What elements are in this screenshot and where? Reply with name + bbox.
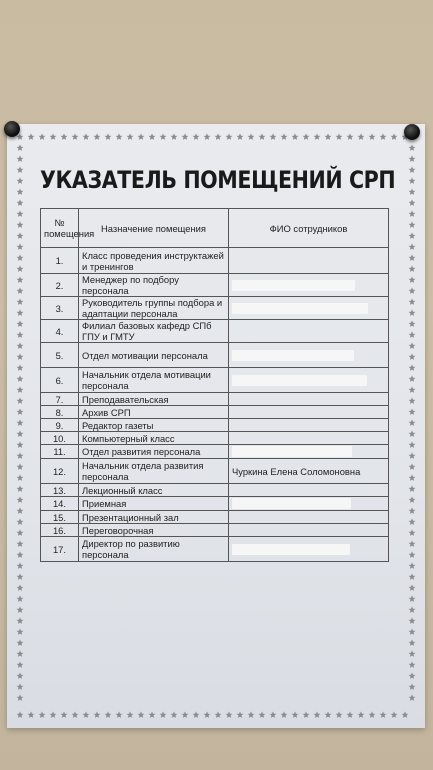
border-star-icon bbox=[409, 144, 416, 151]
room-number: 8. bbox=[41, 406, 79, 419]
border-star-icon bbox=[409, 463, 416, 470]
border-star-icon bbox=[358, 711, 365, 718]
room-number: 1. bbox=[41, 248, 79, 274]
border-star-icon bbox=[409, 397, 416, 404]
border-star-icon bbox=[17, 155, 24, 162]
employee-name bbox=[229, 432, 389, 445]
room-number: 13. bbox=[41, 484, 79, 497]
table-header-row bbox=[41, 209, 389, 248]
border-star-icon bbox=[138, 133, 145, 140]
border-star-icon bbox=[182, 711, 189, 718]
border-star-icon bbox=[127, 711, 134, 718]
border-star-icon bbox=[409, 320, 416, 327]
border-star-icon bbox=[17, 298, 24, 305]
room-number: 15. bbox=[41, 511, 79, 524]
border-star-icon bbox=[369, 133, 376, 140]
border-star-icon bbox=[17, 254, 24, 261]
border-star-icon bbox=[409, 188, 416, 195]
table-row bbox=[41, 368, 389, 393]
border-star-icon bbox=[17, 287, 24, 294]
table-row bbox=[41, 484, 389, 497]
border-star-icon bbox=[17, 441, 24, 448]
border-star-icon bbox=[17, 639, 24, 646]
border-star-icon bbox=[17, 353, 24, 360]
border-star-icon bbox=[17, 419, 24, 426]
header-room-purpose: Назначение помещения bbox=[79, 209, 229, 248]
border-star-icon bbox=[17, 683, 24, 690]
border-star-icon bbox=[160, 133, 167, 140]
border-star-icon bbox=[17, 529, 24, 536]
border-star-icon bbox=[409, 441, 416, 448]
border-star-icon bbox=[270, 711, 277, 718]
border-star-icon bbox=[409, 298, 416, 305]
redacted-name-block bbox=[232, 350, 354, 361]
border-star-icon bbox=[17, 166, 24, 173]
border-star-icon bbox=[409, 276, 416, 283]
border-star-icon bbox=[17, 188, 24, 195]
employee-name bbox=[229, 297, 389, 320]
border-star-icon bbox=[17, 430, 24, 437]
border-star-icon bbox=[237, 133, 244, 140]
border-star-icon bbox=[409, 485, 416, 492]
border-star-icon bbox=[409, 254, 416, 261]
border-star-icon bbox=[17, 694, 24, 701]
employee-name bbox=[229, 274, 389, 297]
border-star-icon bbox=[83, 711, 90, 718]
room-number: 16. bbox=[41, 524, 79, 537]
room-purpose: Начальник отдела мотивации персонала bbox=[79, 368, 229, 393]
redacted-name-block bbox=[232, 280, 355, 291]
redacted-name-block bbox=[232, 375, 367, 386]
border-star-icon bbox=[17, 650, 24, 657]
border-star-icon bbox=[17, 265, 24, 272]
border-star-icon bbox=[409, 584, 416, 591]
border-star-icon bbox=[17, 463, 24, 470]
border-star-icon bbox=[127, 133, 134, 140]
table-row bbox=[41, 497, 389, 511]
border-star-icon bbox=[380, 711, 387, 718]
border-star-icon bbox=[17, 617, 24, 624]
table-row bbox=[41, 419, 389, 432]
border-star-icon bbox=[171, 711, 178, 718]
border-star-icon bbox=[94, 711, 101, 718]
employee-name bbox=[229, 484, 389, 497]
border-star-icon bbox=[391, 133, 398, 140]
employee-name bbox=[229, 406, 389, 419]
border-star-icon bbox=[17, 628, 24, 635]
border-star-icon bbox=[17, 518, 24, 525]
border-star-icon bbox=[116, 133, 123, 140]
room-purpose: Архив СРП bbox=[79, 406, 229, 419]
border-star-icon bbox=[259, 711, 266, 718]
border-star-icon bbox=[171, 133, 178, 140]
border-star-icon bbox=[292, 711, 299, 718]
border-star-icon bbox=[409, 573, 416, 580]
border-star-icon bbox=[17, 496, 24, 503]
border-star-icon bbox=[17, 595, 24, 602]
border-star-icon bbox=[50, 711, 57, 718]
border-star-icon bbox=[17, 276, 24, 283]
border-star-icon bbox=[409, 672, 416, 679]
border-star-icon bbox=[409, 529, 416, 536]
border-star-icon bbox=[17, 573, 24, 580]
room-purpose: Редактор газеты bbox=[79, 419, 229, 432]
border-star-icon bbox=[314, 133, 321, 140]
border-star-icon bbox=[409, 518, 416, 525]
border-star-icon bbox=[83, 133, 90, 140]
room-purpose: Презентационный зал bbox=[79, 511, 229, 524]
border-star-icon bbox=[270, 133, 277, 140]
border-star-icon bbox=[39, 711, 46, 718]
room-purpose: Переговорочная bbox=[79, 524, 229, 537]
redacted-name-block bbox=[232, 446, 352, 457]
border-star-icon bbox=[325, 133, 332, 140]
border-star-icon bbox=[204, 711, 211, 718]
redacted-name-block bbox=[232, 303, 368, 314]
employee-name bbox=[229, 343, 389, 368]
border-star-icon bbox=[17, 375, 24, 382]
border-star-icon bbox=[409, 562, 416, 569]
border-star-icon bbox=[409, 551, 416, 558]
border-star-icon bbox=[358, 133, 365, 140]
border-star-icon bbox=[409, 364, 416, 371]
room-purpose: Приемная bbox=[79, 497, 229, 511]
room-purpose: Отдел развития персонала bbox=[79, 445, 229, 459]
border-star-icon bbox=[248, 711, 255, 718]
border-star-icon bbox=[17, 551, 24, 558]
border-star-icon bbox=[409, 287, 416, 294]
border-star-icon bbox=[17, 562, 24, 569]
employee-name bbox=[229, 497, 389, 511]
border-star-icon bbox=[281, 133, 288, 140]
border-star-icon bbox=[409, 166, 416, 173]
border-star-icon bbox=[409, 243, 416, 250]
border-star-icon bbox=[17, 331, 24, 338]
border-star-icon bbox=[409, 496, 416, 503]
room-purpose: Класс проведения инструктажей и тренингов bbox=[79, 248, 229, 274]
border-star-icon bbox=[138, 711, 145, 718]
room-number: 9. bbox=[41, 419, 79, 432]
border-star-icon bbox=[17, 485, 24, 492]
push-pin-right bbox=[404, 124, 420, 140]
border-star-icon bbox=[17, 408, 24, 415]
border-star-icon bbox=[409, 353, 416, 360]
room-purpose: Отдел мотивации персонала bbox=[79, 343, 229, 368]
employee-name bbox=[229, 511, 389, 524]
border-star-icon bbox=[409, 342, 416, 349]
border-star-icon bbox=[281, 711, 288, 718]
border-star-icon bbox=[193, 711, 200, 718]
border-star-icon bbox=[17, 210, 24, 217]
room-number: 14. bbox=[41, 497, 79, 511]
table-row bbox=[41, 393, 389, 406]
border-star-icon bbox=[336, 133, 343, 140]
border-star-icon bbox=[409, 265, 416, 272]
room-purpose: Руководитель группы подбора и адаптации персонала bbox=[79, 297, 229, 320]
border-star-icon bbox=[409, 474, 416, 481]
border-star-icon bbox=[160, 711, 167, 718]
border-star-icon bbox=[17, 474, 24, 481]
header-employee-names: ФИО сотрудников bbox=[229, 209, 389, 248]
border-star-icon bbox=[28, 711, 35, 718]
border-star-icon bbox=[409, 540, 416, 547]
border-star-icon bbox=[402, 711, 409, 718]
border-star-icon bbox=[94, 133, 101, 140]
table-row bbox=[41, 432, 389, 445]
employee-name: Чуркина Елена Соломоновна bbox=[229, 459, 389, 484]
border-star-icon bbox=[409, 694, 416, 701]
room-number: 17. bbox=[41, 537, 79, 562]
employee-name bbox=[229, 537, 389, 562]
border-star-icon bbox=[409, 309, 416, 316]
border-star-icon bbox=[17, 232, 24, 239]
border-star-icon bbox=[215, 133, 222, 140]
border-star-icon bbox=[39, 133, 46, 140]
table-row bbox=[41, 343, 389, 368]
border-star-icon bbox=[61, 711, 68, 718]
border-star-icon bbox=[17, 672, 24, 679]
room-purpose: Компьютерный класс bbox=[79, 432, 229, 445]
border-star-icon bbox=[149, 133, 156, 140]
employee-name bbox=[229, 419, 389, 432]
border-star-icon bbox=[17, 309, 24, 316]
table-row bbox=[41, 297, 389, 320]
border-star-icon bbox=[248, 133, 255, 140]
border-star-icon bbox=[204, 133, 211, 140]
room-number: 11. bbox=[41, 445, 79, 459]
employee-name bbox=[229, 445, 389, 459]
border-star-icon bbox=[409, 199, 416, 206]
border-star-icon bbox=[336, 711, 343, 718]
border-star-icon bbox=[409, 683, 416, 690]
table-row bbox=[41, 406, 389, 419]
border-star-icon bbox=[61, 133, 68, 140]
room-number: 7. bbox=[41, 393, 79, 406]
border-star-icon bbox=[409, 155, 416, 162]
redacted-name-block bbox=[232, 498, 351, 509]
border-star-icon bbox=[259, 133, 266, 140]
room-number: 5. bbox=[41, 343, 79, 368]
border-star-icon bbox=[17, 397, 24, 404]
border-star-icon bbox=[17, 452, 24, 459]
room-purpose: Лекционный класс bbox=[79, 484, 229, 497]
employee-name bbox=[229, 524, 389, 537]
border-star-icon bbox=[193, 133, 200, 140]
border-star-icon bbox=[17, 364, 24, 371]
border-star-icon bbox=[409, 375, 416, 382]
border-star-icon bbox=[226, 711, 233, 718]
border-star-icon bbox=[409, 606, 416, 613]
room-purpose: Преподавательская bbox=[79, 393, 229, 406]
table-row bbox=[41, 320, 389, 343]
border-star-icon bbox=[409, 650, 416, 657]
border-star-icon bbox=[17, 507, 24, 514]
table-row bbox=[41, 511, 389, 524]
border-star-icon bbox=[17, 199, 24, 206]
border-star-icon bbox=[369, 711, 376, 718]
border-star-icon bbox=[28, 133, 35, 140]
border-star-icon bbox=[409, 221, 416, 228]
border-star-icon bbox=[17, 144, 24, 151]
border-star-icon bbox=[72, 133, 79, 140]
border-star-icon bbox=[17, 540, 24, 547]
border-star-icon bbox=[292, 133, 299, 140]
border-star-icon bbox=[17, 243, 24, 250]
employee-name bbox=[229, 248, 389, 274]
border-star-icon bbox=[409, 452, 416, 459]
border-star-icon bbox=[380, 133, 387, 140]
employee-name bbox=[229, 368, 389, 393]
redacted-name-block bbox=[232, 544, 350, 555]
sign-title: УКАЗАТЕЛЬ ПОМЕЩЕНИЙ СРП bbox=[40, 166, 396, 194]
room-number: 6. bbox=[41, 368, 79, 393]
room-number: 10. bbox=[41, 432, 79, 445]
border-star-icon bbox=[17, 386, 24, 393]
border-star-icon bbox=[409, 177, 416, 184]
table-row bbox=[41, 537, 389, 562]
border-star-icon bbox=[17, 661, 24, 668]
employee-name bbox=[229, 393, 389, 406]
border-star-icon bbox=[347, 133, 354, 140]
room-purpose: Менеджер по подбору персонала bbox=[79, 274, 229, 297]
border-star-icon bbox=[303, 133, 310, 140]
border-star-icon bbox=[347, 711, 354, 718]
border-star-icon bbox=[17, 320, 24, 327]
room-number: 4. bbox=[41, 320, 79, 343]
border-star-icon bbox=[50, 133, 57, 140]
border-star-icon bbox=[17, 342, 24, 349]
table-row bbox=[41, 459, 389, 484]
border-star-icon bbox=[409, 628, 416, 635]
border-star-icon bbox=[182, 133, 189, 140]
border-star-icon bbox=[325, 711, 332, 718]
border-star-icon bbox=[409, 617, 416, 624]
border-star-icon bbox=[409, 331, 416, 338]
border-star-icon bbox=[409, 419, 416, 426]
border-star-icon bbox=[409, 430, 416, 437]
border-star-icon bbox=[409, 639, 416, 646]
border-star-icon bbox=[409, 232, 416, 239]
border-star-icon bbox=[116, 711, 123, 718]
border-star-icon bbox=[409, 661, 416, 668]
push-pin-left bbox=[4, 121, 20, 137]
room-number: 2. bbox=[41, 274, 79, 297]
border-star-icon bbox=[17, 606, 24, 613]
border-star-icon bbox=[314, 711, 321, 718]
border-star-icon bbox=[409, 507, 416, 514]
room-purpose: Директор по развитию персонала bbox=[79, 537, 229, 562]
border-star-icon bbox=[17, 177, 24, 184]
room-number: 3. bbox=[41, 297, 79, 320]
rooms-table bbox=[40, 208, 389, 562]
room-purpose: Филиал базовых кафедр СПб ГПУ и ГМТУ bbox=[79, 320, 229, 343]
border-star-icon bbox=[409, 210, 416, 217]
employee-name bbox=[229, 320, 389, 343]
border-star-icon bbox=[17, 584, 24, 591]
room-purpose: Начальник отдела развития персонала bbox=[79, 459, 229, 484]
border-star-icon bbox=[215, 711, 222, 718]
border-star-icon bbox=[409, 408, 416, 415]
table-row bbox=[41, 248, 389, 274]
border-star-icon bbox=[105, 711, 112, 718]
border-star-icon bbox=[237, 711, 244, 718]
border-star-icon bbox=[17, 711, 24, 718]
room-number: 12. bbox=[41, 459, 79, 484]
border-star-icon bbox=[409, 595, 416, 602]
table-row bbox=[41, 274, 389, 297]
border-star-icon bbox=[303, 711, 310, 718]
border-star-icon bbox=[105, 133, 112, 140]
border-star-icon bbox=[391, 711, 398, 718]
header-room-number: № помещения bbox=[41, 209, 79, 248]
border-star-icon bbox=[409, 386, 416, 393]
border-star-icon bbox=[149, 711, 156, 718]
table-row bbox=[41, 524, 389, 537]
table-row bbox=[41, 445, 389, 459]
border-star-icon bbox=[17, 221, 24, 228]
border-star-icon bbox=[226, 133, 233, 140]
border-star-icon bbox=[72, 711, 79, 718]
